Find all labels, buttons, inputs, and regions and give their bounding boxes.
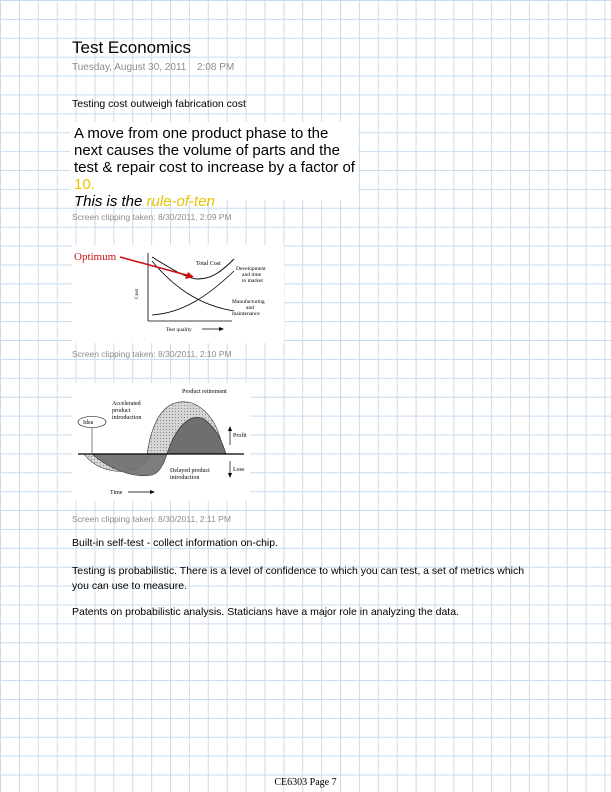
product-retirement-label: Product retirement [182,389,227,395]
page-footer: CE6303 Page 7 [274,777,337,788]
page-time: 2:08 PM [197,62,235,73]
clipping-caption-3: Screen clipping taken: 8/30/2011, 2:11 PM [72,514,231,524]
time-axis-label: Time [110,490,123,496]
profit-label: Profit [233,433,247,439]
accelerated-label-1: Accelerated [112,401,141,407]
accelerated-label-2: product [112,408,131,414]
quote-text-2: This is the [74,193,147,210]
accelerated-label-3: introduction [112,415,142,421]
quote-text-1: A move from one product phase to the next causes the volume of parts and the test & repair cost to increase by a factor of [74,125,355,176]
quote-highlight-factor: 10. [74,176,95,193]
note-probabilistic: Testing is probabilistic. There is a level of confidence to which you can test, a set of metrics which you can use to measure. [72,565,525,592]
page-date: Tuesday, August 30, 2011 [72,62,187,73]
manufacturing-label-1: Manufacturing [232,299,265,305]
development-label-1: Development [236,266,266,272]
page-title: Test Economics [72,38,192,57]
total-cost-label: Total Cost [196,261,221,267]
loss-label: Loss [233,467,245,473]
clipping-caption-2: Screen clipping taken: 8/30/2011, 2:10 PM [72,349,232,359]
note-testing-cost: Testing cost outweigh fabrication cost [72,98,246,110]
manufacturing-label-2: and [246,305,254,311]
manufacturing-label-3: maintenance [232,311,260,317]
development-label-2: and time [242,272,262,278]
note-patents: Patents on probabilistic analysis. Staticians have a major role in analyzing the data. [72,606,459,618]
development-label-3: to market [242,278,263,284]
delayed-label-2: introduction [170,475,200,481]
test-quality-axis-label: Test quality [166,327,192,333]
rule-of-ten-quote [70,122,358,210]
clipping-caption-1: Screen clipping taken: 8/30/2011, 2:09 PM [72,212,232,222]
idea-label: Idea [83,420,94,426]
quote-highlight-rule: rule-of-ten [146,193,215,210]
note-bist: Built-in self-test - collect information on-chip. [72,537,278,549]
product-lifecycle-figure [72,383,250,501]
cost-vs-test-quality-figure [72,245,284,343]
optimum-label: Optimum [74,251,117,263]
delayed-label-1: Delayed product [170,468,210,474]
cost-axis-label: Cost [134,288,140,299]
